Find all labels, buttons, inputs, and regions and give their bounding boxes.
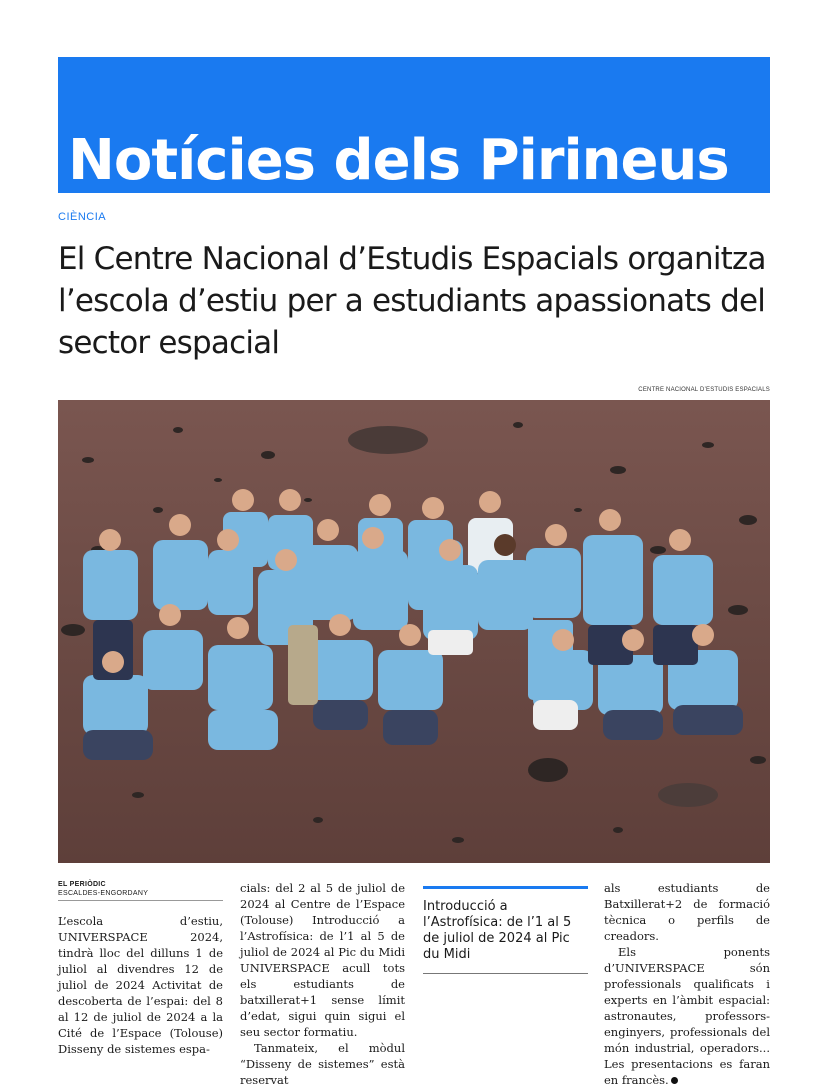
sidebar-text: Introducció a l’Astrofísica: de l’1 al 5 de juliol de 2024 al Pic du Midi <box>423 899 572 962</box>
article-headline: El Centre Nacional d’Estudis Espacials organitza l’escola d’estiu per a estudiants apassionats del sector espacial <box>58 241 766 361</box>
byline-publication: EL PERIÒDIC <box>58 881 106 888</box>
article-column-2 <box>240 880 405 1088</box>
section-label: CIÈNCIA <box>58 211 107 223</box>
byline <box>58 880 223 901</box>
group-photo-illustration <box>58 400 770 863</box>
sidebar-box <box>423 886 588 974</box>
article-paragraph-last <box>604 944 770 1088</box>
article-paragraph: als estudiants de Batxillerat+2 de formació tècnica o perfils de creadors. <box>604 881 770 943</box>
newspaper-title: Notícies dels Pirineus <box>68 128 729 193</box>
article-paragraph-text: Els ponents d’UNIVERSPACE són professionals qualificats i experts en l’àmbit espacial: astronautes, professors-enginyers, professionals del món industrial, operadors... Les presentacions es faran en francès. <box>604 945 770 1087</box>
article-photo <box>58 400 770 863</box>
article-paragraph: L’escola d’estiu, UNIVERSPACE 2024, tindrà lloc del dilluns 1 de juliol al divendres 12 de juliol de 2024 Activitat de descoberta de l’espai: del 8 al 12 de juliol de 2024 a la Cité de l’Espace (Tolouse) Disseny de sistemes espa- <box>58 914 223 1056</box>
byline-location: ESCALDES-ENGORDANY <box>58 890 149 897</box>
article-column-1 <box>58 880 223 1057</box>
article-paragraph: Tanmateix, el mòdul “Disseny de sistemes” està reservat <box>240 1041 405 1087</box>
article-paragraph: cials: del 2 al 5 de juliol de 2024 al Centre de l’Espace (Tolouse) Introducció a l’Astrofísica: de l’1 al 5 de juliol de 2024 al Pic du Midi UNIVERSPACE acull tots els estudiants de batxillerat+1 sense límit d’edat, sigui quin sigui el seu sector formatiu. <box>240 881 405 1039</box>
masthead <box>58 57 770 193</box>
photo-credit: CENTRE NACIONAL D’ESTUDIS ESPACIALS <box>638 387 770 393</box>
end-mark-icon <box>671 1077 678 1084</box>
article-column-4 <box>604 880 770 1088</box>
